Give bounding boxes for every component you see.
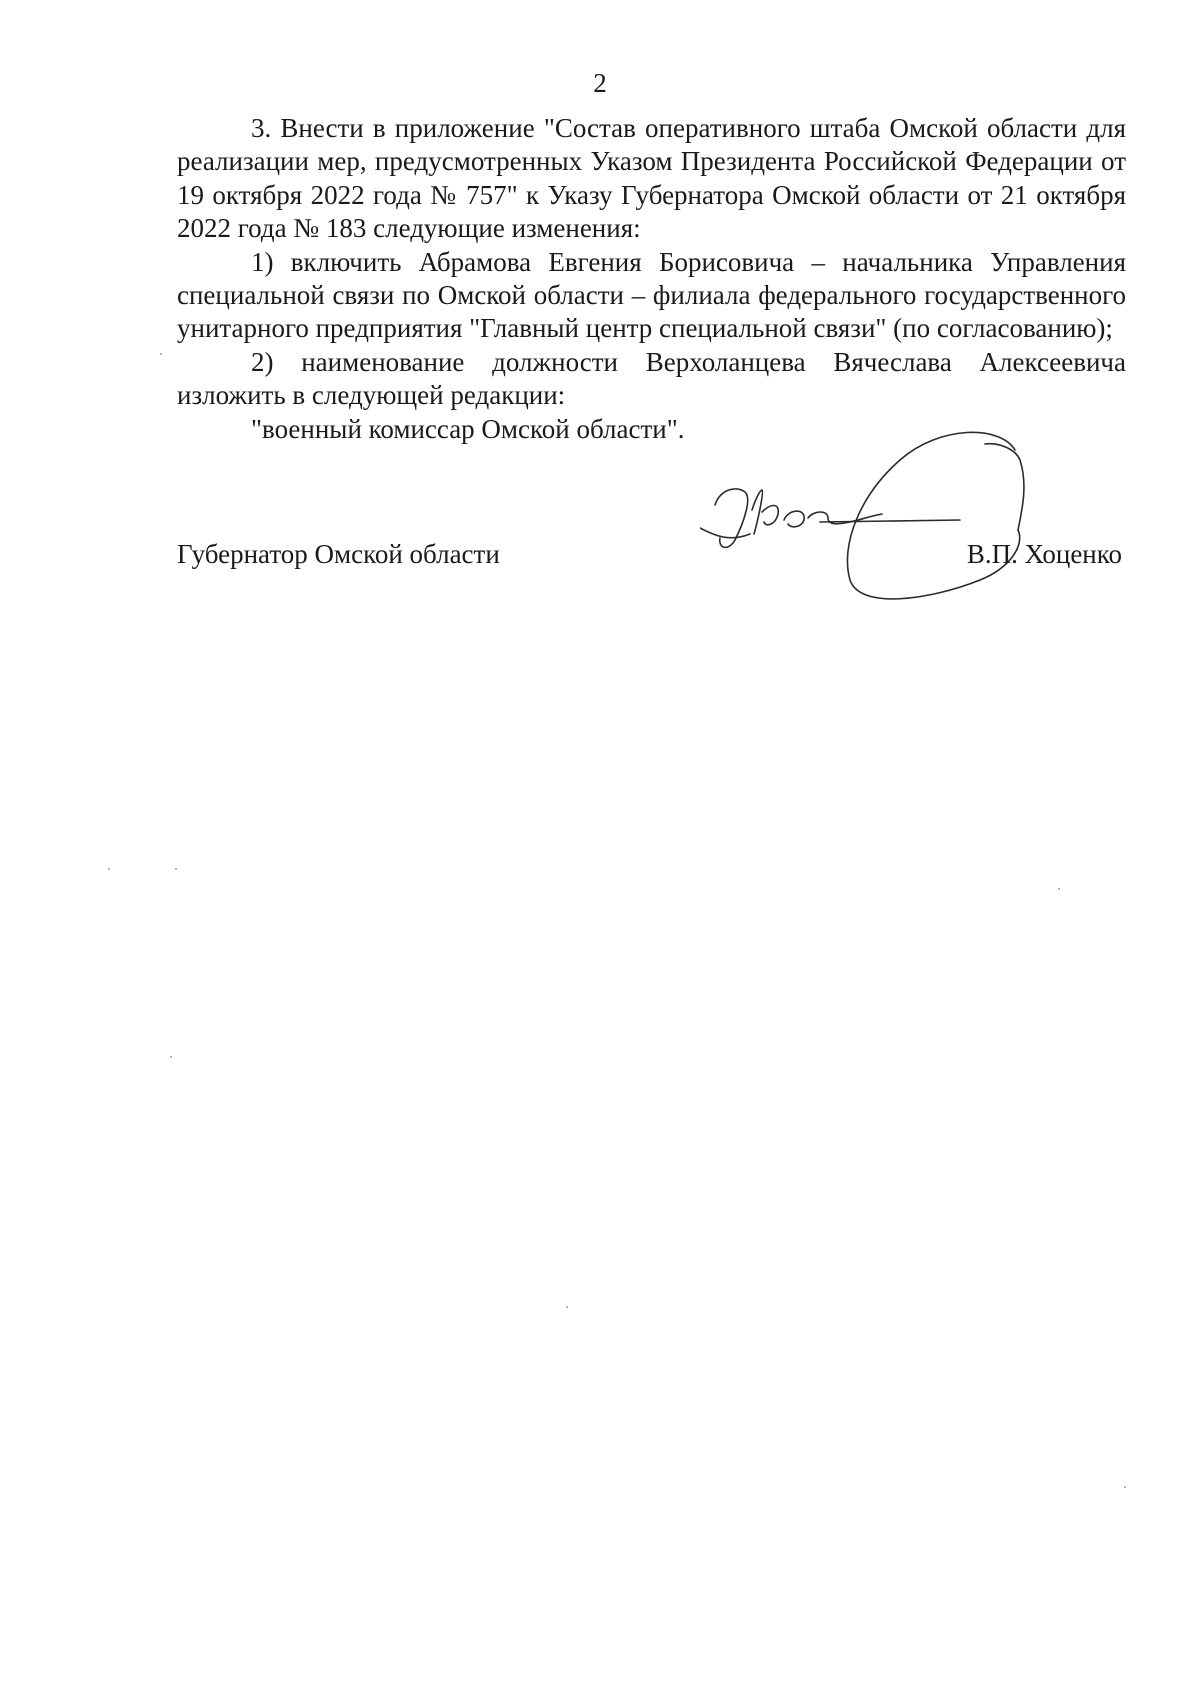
paragraph-subitem-1: 1) включить Абрамова Евгения Борисовича – начальника Управления специальной связи по Омской области – филиала федерального государственного унитарного предприятия "Главный центр специальной связи" (по согласованию); <box>177 246 1126 344</box>
document-body <box>177 112 1126 446</box>
scan-speck <box>108 868 110 870</box>
signature-block <box>177 538 1126 578</box>
paragraph-subitem-2: 2) наименование должности Верхоланцева Вячеслава Алексеевича изложить в следующей редакции: <box>177 346 1126 411</box>
scan-speck <box>170 1056 172 1058</box>
signatory-name: В.П. Хоценко <box>966 539 1122 569</box>
signatory-title: Губернатор Омской области <box>177 539 500 569</box>
handwritten-signature <box>700 430 1060 630</box>
scan-speck <box>566 1306 568 1308</box>
paragraph-item-3: 3. Внести в приложение "Состав оперативного штаба Омской области для реализации мер, предусмотренных Указом Президента Российской Федерации от 19 октября 2022 года № 757" к Указу Губернатора Омской области от 21 октября 2022 года № 183 следующие изменения: <box>177 113 1126 244</box>
scan-speck <box>1058 888 1060 890</box>
scan-speck <box>1124 1486 1126 1488</box>
scan-speck <box>160 353 162 355</box>
paragraph-new-title: "военный комиссар Омской области". <box>251 413 685 444</box>
scan-speck <box>175 868 177 870</box>
page-number: 2 <box>593 68 607 98</box>
